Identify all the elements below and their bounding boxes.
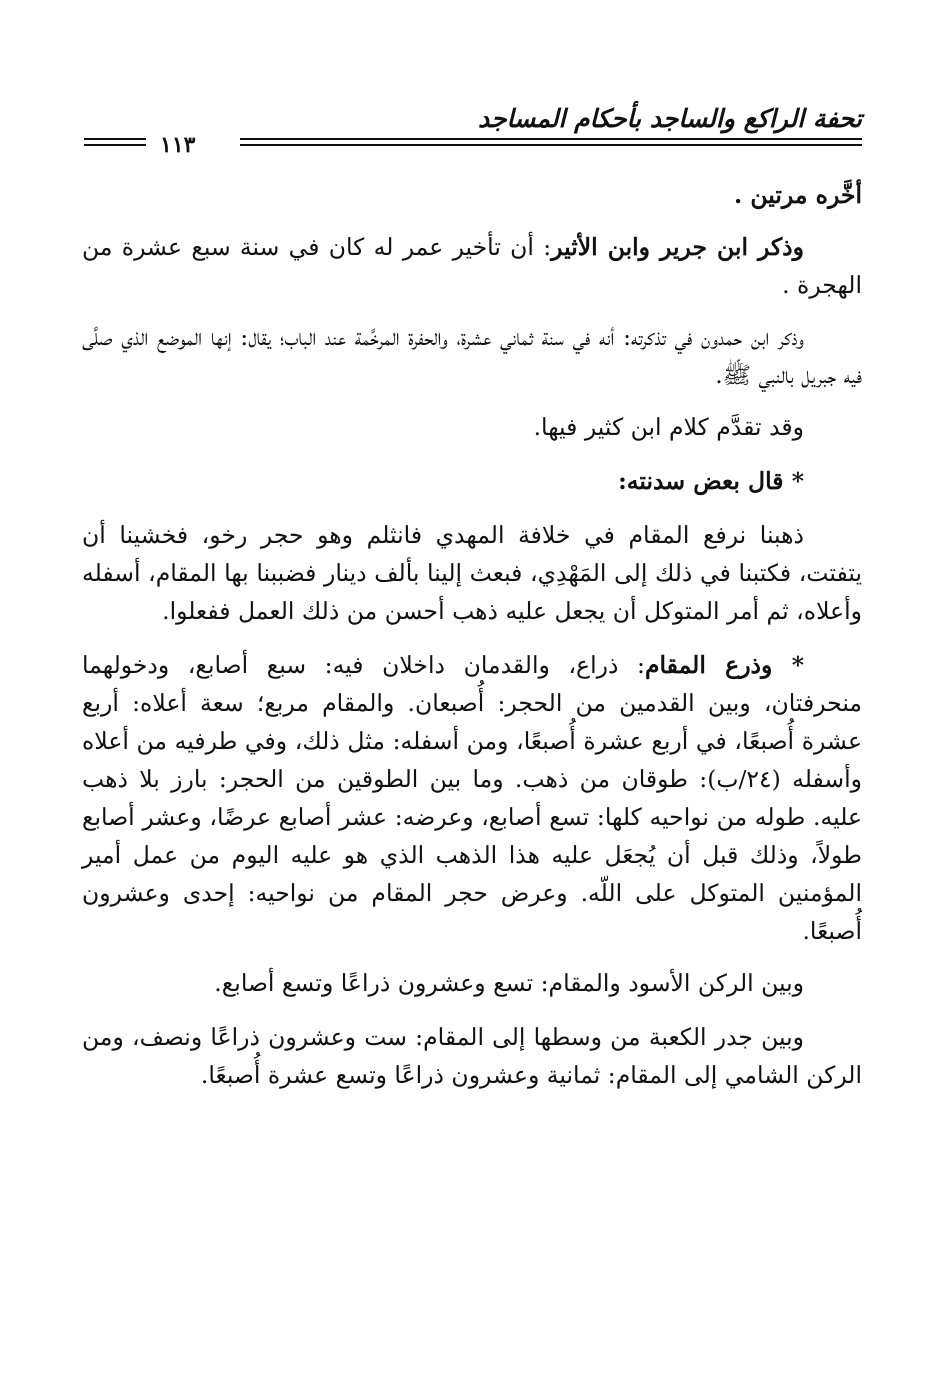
paragraph [82, 1018, 862, 1094]
paragraph [82, 318, 862, 394]
paragraph [82, 176, 862, 214]
bold-lead: وذكر ابن جرير وابن الأثير [551, 233, 804, 261]
bold-lead: * وذرع المقام [644, 651, 804, 679]
bold-lead: * قال بعض سدنته: [618, 467, 804, 495]
section-heading [82, 462, 862, 500]
paragraph-text: ذهبنا نرفع المقام في خلافة المهدي فانثلم وهو حجر رخو، فخشينا أن يتفتت، فكتبنا في ذلك إلى المَهْدِي، فبعث إلينا بألف دينار فضببنا بها المقام، أسفله وأعلاه، ثم أمر المتوكل أن يجعل عليه ذهب أحسن من ذلك العمل ففعلوا. [82, 521, 862, 625]
page-body [82, 176, 862, 1094]
paragraph-text: وقد تقدَّم كلام ابن كثير فيها. [533, 413, 804, 441]
paragraph-text: : ذراع، والقدمان داخلان فيه: سبع أصابع، ودخولهما منحرفتان، وبين القدمين من الحجر: أُصبعان. والمقام مربع؛ سعة أعلاه: أربع عشرة أُصبعًا، في أربع عشرة أُصبعًا، ومن أسفله: مثل ذلك، وفي طرفيه من أعلاه وأسفله (٢٤/ب): طوقان من ذهب. وما بين الطوقين من الحجر: بارز بلا ذهب عليه. طوله من نواحيه كلها: تسع أصابع، وعرضه: عشر أصابع عرضًا، وعشر أصابع طولاً، وذلك قبل أن يُجعَل عليه هذا الذهب الذي هو عليه اليوم من عمل أمير المؤمنين المتوكل على اللّه. وعرض حجر المقام من نواحيه: إحدى وعشرون أُصبعًا. [82, 651, 862, 945]
paragraph-text: وبين الركن الأسود والمقام: تسع وعشرون ذراعًا وتسع أصابع. [214, 969, 804, 997]
paragraph [82, 228, 862, 304]
book-title: تحفة الراكع والساجد بأحكام المساجد [477, 104, 862, 133]
paragraph [82, 964, 862, 1002]
header-rule [84, 144, 146, 146]
paragraph-text: : أن تأخير عمر له كان في سنة سبع عشرة من الهجرة . [82, 233, 862, 299]
header-rule [84, 138, 146, 140]
paragraph [82, 516, 862, 630]
paragraph-text: وذكر ابن حمدون في تذكرته: أنه في سنة ثماني عشرة، والحفرة المرخَّمة عند الباب؛ يقال: إنها الموضع الذي صلَّى فيه جبريل بالنبي ﷺ. [82, 323, 862, 389]
paragraph [82, 646, 862, 950]
bold-lead: أخَّره مرتين . [734, 181, 862, 209]
header-rule [240, 138, 862, 140]
running-header [84, 104, 862, 158]
page-number: ١١٣ [160, 132, 196, 158]
header-rule [240, 144, 862, 146]
paragraph [82, 408, 862, 446]
paragraph-text: وبين جدر الكعبة من وسطها إلى المقام: ست وعشرون ذراعًا ونصف، ومن الركن الشامي إلى المقام: ثمانية وعشرون ذراعًا وتسع عشرة أُصبعًا. [82, 1023, 862, 1089]
